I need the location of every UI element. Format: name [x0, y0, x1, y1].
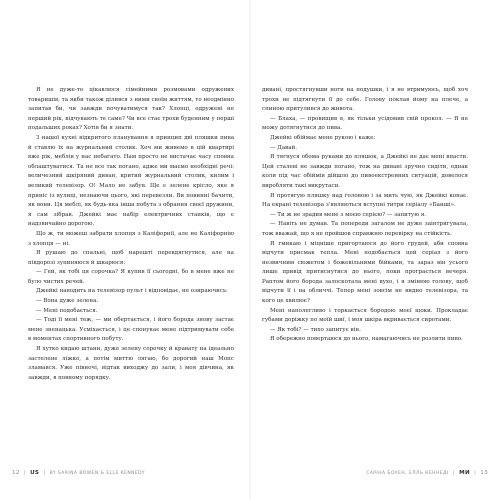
book-title: МИ	[459, 470, 470, 476]
paragraph: — Як тобі? — тихо запитує він.	[270, 326, 361, 333]
paragraph: — Блаха, — провищив я, як тільки усідомив свій прокол. — Я не можу дотягнутися до пива.	[262, 115, 468, 132]
paragraph: — Вона дуже зелена.	[36, 298, 99, 305]
footer-divider: |	[43, 470, 46, 476]
page-number: 12	[12, 470, 20, 476]
left-page-footer	[12, 470, 145, 476]
paragraph: — Гей, як тобі ця сорочка? Я купив її сьогодні, бо в мене вже не було чистих речей.	[28, 269, 234, 285]
author-credit: САРІНА БОУЕН, ЕЛЛЬ КЕННЕДІ	[366, 471, 449, 476]
paragraph: Що ж, ти можеш забрати хлопця з Каліфорнії, але не Каліфорнію з хлопця — ні.	[28, 230, 234, 247]
paragraph: Джейкі наводить на телевізор пульт і відповідає, не озираючись:	[36, 288, 228, 295]
paragraph: дивані, простягнувши ноги на подушки, і я не втримуюсь, щоб хоч трохи не підтягнути її до себе. Голову поклав йому на плече, а спиною притулився до живота.	[262, 87, 468, 113]
footer-divider: |	[452, 470, 455, 476]
paragraph: Я рушаю до спальні, щоб нарешті перевдягнутися, але на півдорозі зупиняюся й шкарюся:	[28, 250, 234, 266]
paragraph: Я тягнуся обома руками до пляшок, а Джейкі не дає мені впасти. Цей сталеві не завжди погано, тож на дивані зручно сидіти, однак коли під час обіймів дійшло до пивоекстренних ситуацій, довелося виробляти такі викрутаси.	[262, 154, 468, 189]
paragraph: Джейкі обіймає мене рукою і каже:	[270, 134, 376, 141]
footer-divider: |	[23, 470, 26, 476]
page-gutter	[249, 0, 251, 500]
paragraph: — Тоді її мені теж, — ми обертається, і його борода знову застає мене зненацька. Усміхається, і це спонукає мене підтримувати себе в моментах спортивного побуту.	[28, 317, 234, 343]
paragraph: — Мені подобається.	[36, 307, 98, 314]
book-title: US	[30, 470, 40, 476]
right-page-text	[262, 86, 468, 345]
paragraph: Я гмикаю і міцніше пригортаюся до його грудей, аби сповна відчути присмак тепла. Мені подобається цей серіал з його незвичним сюжетом і божевільними бійками, та зараз він усього лише привід притиснутися до нього, поки програється вечеря. Раптом його борода залоскотала мені вухо, і я змінюю голову, щоб відчути її і на обличчі. Тепер мені зовсім не видно телевізора, та кого це хвилює?	[262, 240, 468, 305]
paragraph: Я обережно повертаюся до нього, намагаючись не розлити пиво.	[270, 336, 463, 343]
paragraph: — Ти ж не зрадив мене з моєю серією? — запитую я.	[270, 211, 427, 218]
paragraph: Мені наполегливо і торкається бородою моєї щоки. Прокладає губами доріжку по моїй шиї, і моя шкіра вкривається сиротами.	[262, 307, 468, 324]
footer-divider: |	[474, 470, 477, 476]
paragraph: — Давай.	[270, 144, 298, 151]
paragraph: — Навіть не думав. Та попереди загалом не дуже заінтригувала, тож вважай, що я не пройшов справжню перевірку на стійкість.	[262, 221, 468, 237]
author-credit: BY SARINA BOWEN & ELLE KENNEDY	[49, 471, 145, 476]
right-page-footer	[366, 470, 488, 476]
paragraph: Я протягую пляшку над головою і за мить чую, як Джейкі конає. На екрані телевізора з'являються вступні титри серіалу «Банші».	[262, 192, 468, 209]
paragraph: Я хутко кидаю штани, дуже зелену сорочку й кравату на ідеально застелене ліжко, а потім миттю лягаю, бо дорогий наш Мопс зламався. Уже півночі, відтак виходжу до зали, і моя дівчина, як завжди, в повному порядку.	[28, 346, 234, 381]
paragraph: Я не дуже-то цікавлюся сімейними розмовами одружених товаришів, та якби також ділився з ними своїм життям, то неодмінно запитав би, чи завжди почуватимуся так? Хлопці, одружені не перший рік, відчувають те саме? Чи все стає трохи буденним у перші подальших роках? Хотів би я знати.	[28, 87, 234, 132]
left-page-text	[28, 86, 234, 383]
page-number: 13	[480, 470, 488, 476]
paragraph: З нашої кухні відкритого планування я принцип дві пляшки пива й ставлю їх на журнальний столик. Хоч ми живемо в цій квартирі вже рік, меблів у нас небагато. Нам просто не вистачає часу сповна облаштуватися. Та не все так погано, адже ми маємо необхідні речі: величезний шкіряний диван, критий журнальний столик, килим і великий телевізор. О! Мало не забув. Ще є зелене крісло, яке я приніс із вулиці, незнаючи цього, які перевезли. Ви повинні бачити, як вони. Ця меблі, як будь-яка інша побута з обрання своєї дружини, я сам зібрав. Джейкі має набір електричних станків, що є надзвичайно дорогою.	[28, 134, 234, 228]
